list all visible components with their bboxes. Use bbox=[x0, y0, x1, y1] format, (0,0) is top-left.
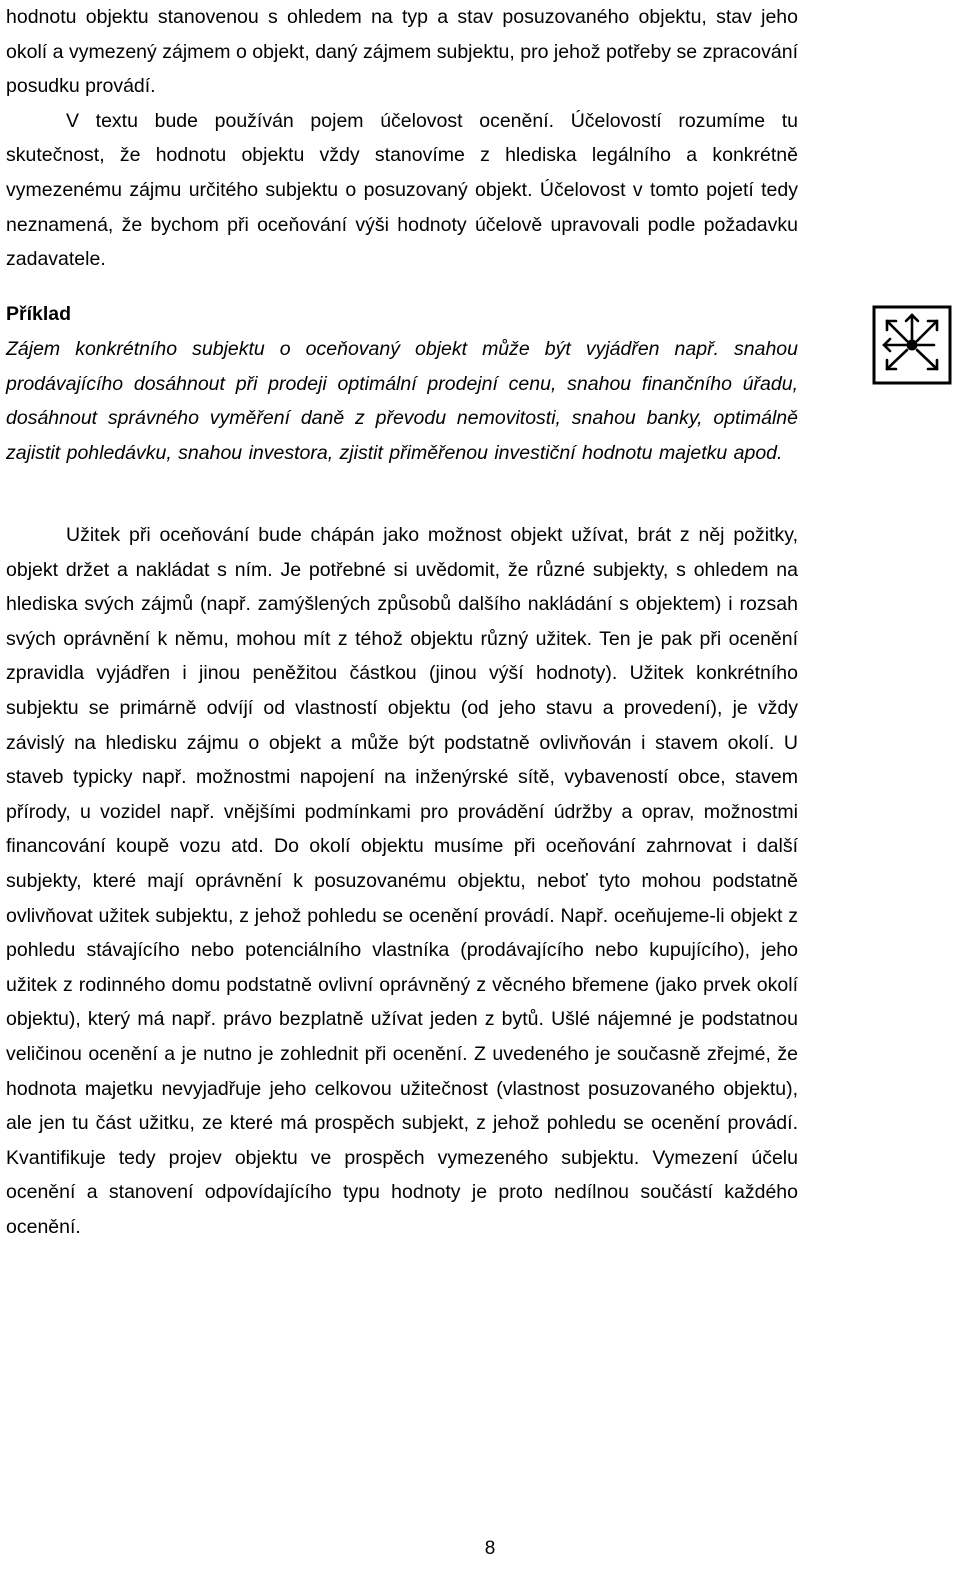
intro-continuation-paragraph: hodnotu objektu stanovenou s ohledem na typ a stav posuzovaného objektu, stav jeho okolí a vymezený zájmem o objekt, daný zájmem subjektu, pro jehož potřeby se zpracování posudku provádí. bbox=[6, 6, 798, 98]
example-heading: Příklad bbox=[6, 303, 72, 325]
benefit-paragraph: Užitek při oceňování bude chápán jako možnost objekt užívat, brát z něj požitky, objekt držet a nakládat s ním. Je potřebné si uvědomit, že různé subjekty, s ohledem na hlediska svých zájmů (např. zamýšlených způsobů dalšího nakládání s objektem) i rozsah svých oprávnění k němu, mohou mít z téhož objektu různý užitek. Ten je pak při ocenění zpravidla vyjádřen i jinou peněžitou částkou (jinou výší hodnoty). Užitek konkrétního subjektu se primárně odvíjí od vlastností objektu (od jeho stavu a provedení), je vždy závislý na hledisku zájmu o objekt a může být podstatně ovlivňován i stavem okolí. U staveb typicky např. možnostmi napojení na inženýrské sítě, vybaveností obce, stavem přírody, u vozidel např. vnějšími podmínkami pro provádění údržby a oprav, možnostmi financování koupě vozu atd. Do okolí objektu musíme při oceňování zahrnovat i další subjekty, které mají oprávnění k posuzovanému objektu, neboť tyto mohou podstatně ovlivňovat užitek subjektu, z jehož pohledu se ocenění provádí. Např. oceňujeme-li objekt z pohledu stávajícího nebo potenciálního vlastníka (prodávajícího nebo kupujícího), jeho užitek z rodinného domu podstatně ovlivní oprávněný z věcného břemene (jako prvek okolí objektu), který má např. právo bezplatně užívat jeden z bytů. Ušlé nájemné je podstatnou veličinou ocenění a je nutno je zohlednit při ocenění. Z uvedeného je současně zřejmé, že hodnota majetku nevyjadřuje jeho celkovou užitečnost (vlastnost posuzovaného objektu), ale jen tu část užitku, ze které má prospěch subjekt, z jehož pohledu se ocenění provádí. Kvantifikuje tedy projev objektu ve prospěch vymezeného subjektu. Vymezení účelu ocenění a stanovení odpovídajícího typu hodnoty je proto nedílnou součástí každého ocenění. bbox=[6, 524, 798, 1238]
benefit-section bbox=[6, 518, 798, 1244]
example-burst-icon bbox=[872, 305, 952, 385]
example-text: Zájem konkrétního subjektu o oceňovaný objekt může být vyjádřen např. snahou prodávajícího dosáhnout při prodeji optimální prodejní cenu, snahou finančního úřadu, dosáhnout správného vyměření daně z převodu nemovitosti, snahou banky, optimálně zajistit pohledávku, snahou investora, zjistit přiměřenou investiční hodnotu majetku apod. bbox=[6, 338, 798, 464]
intro-section bbox=[6, 0, 798, 277]
page-number: 8 bbox=[484, 1538, 496, 1559]
purpose-paragraph: V textu bude používán pojem účelovost ocenění. Účelovostí rozumíme tu skutečnost, že hodnotu objektu vždy stanovíme z hlediska legálního a konkrétně vymezenému zájmu určitého subjektu o posuzovaný objekt. Účelovost v tomto pojetí tedy neznamená, že bychom při oceňování výši hodnoty účelově upravovali podle požadavku zadavatele. bbox=[6, 109, 798, 271]
